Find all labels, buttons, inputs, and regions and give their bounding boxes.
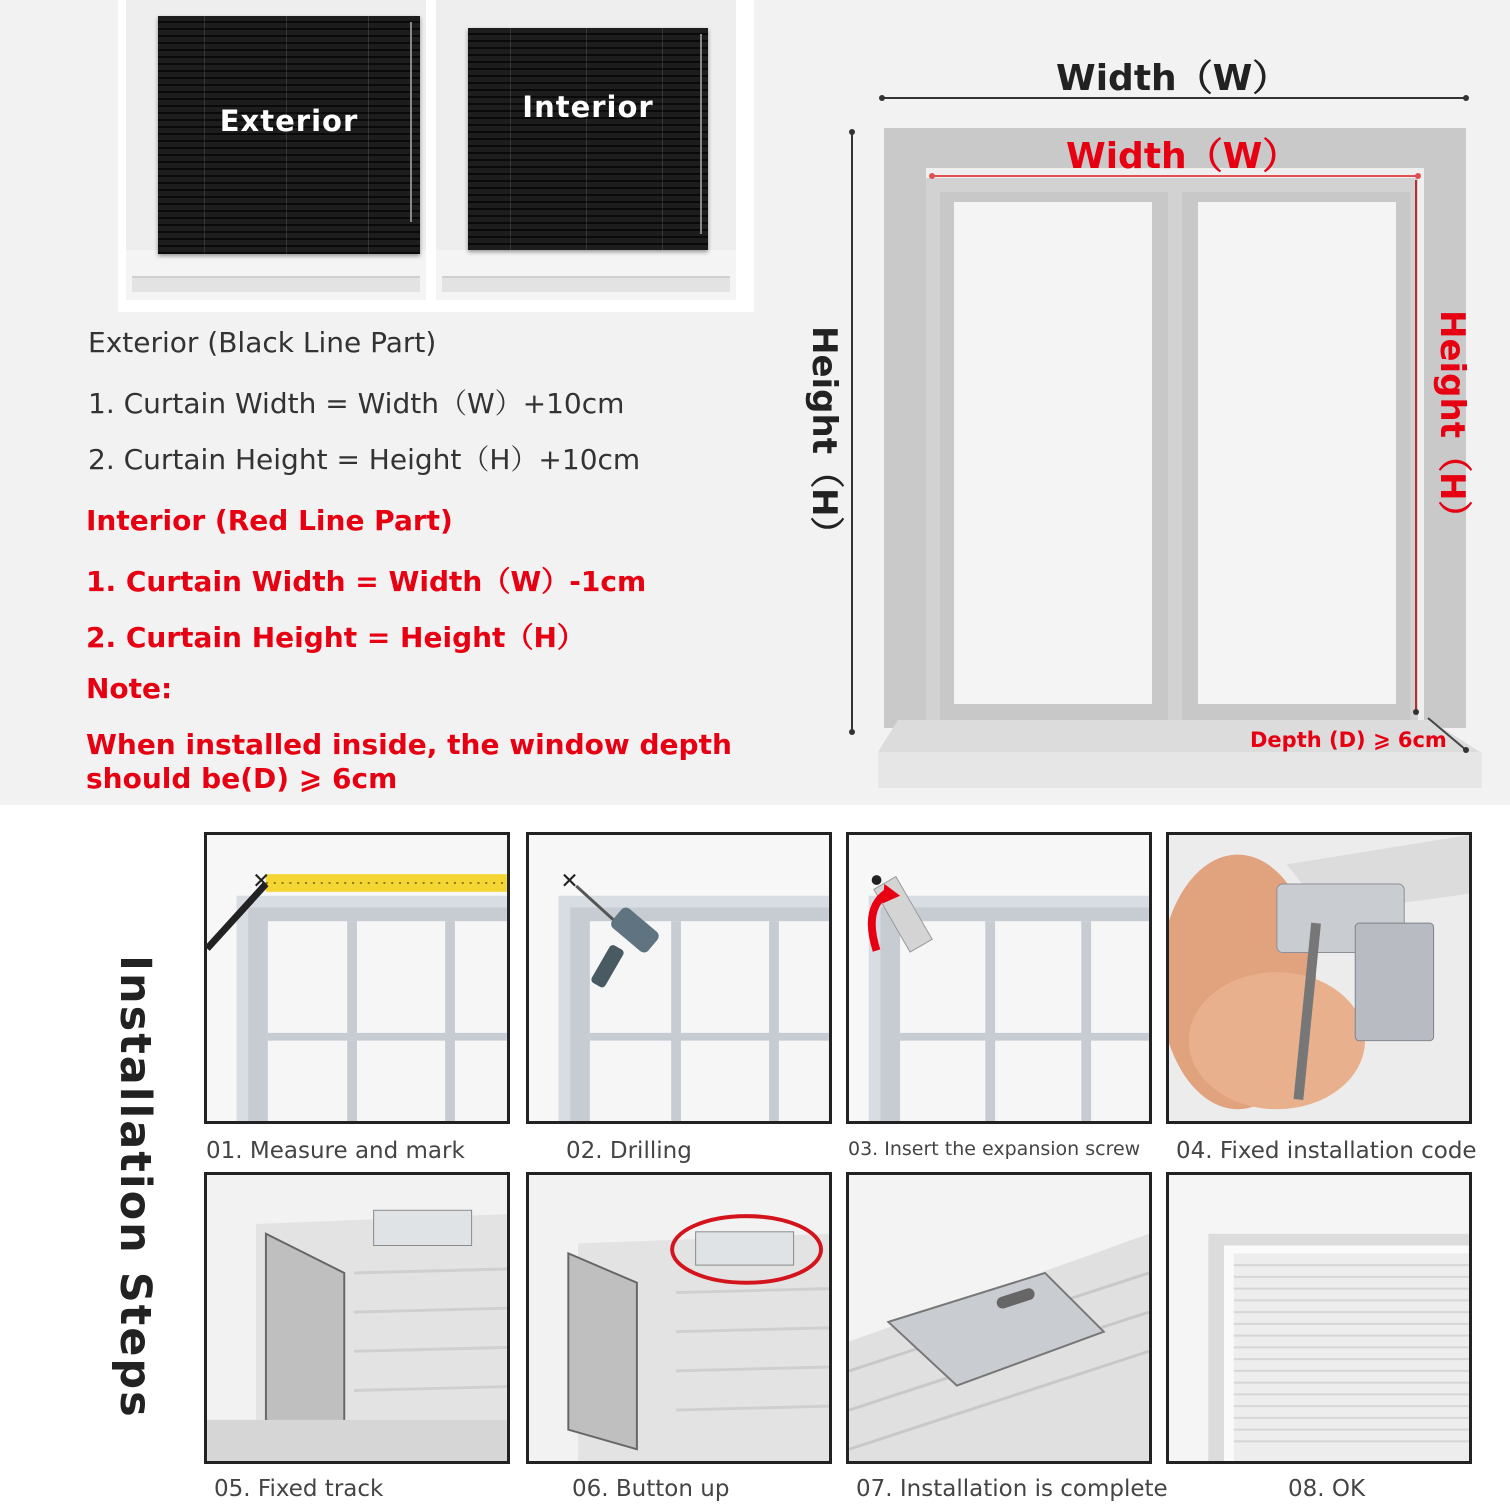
- blind-photos: [118, 0, 754, 312]
- exterior-heading: Exterior (Black Line Part): [88, 326, 437, 359]
- installation-steps-title: Installation Steps: [110, 955, 160, 1419]
- interior-heading: Interior (Red Line Part): [86, 504, 453, 537]
- button-up-illustration: [529, 1175, 829, 1461]
- interior-width-rule: 1. Curtain Width = Width（W）-1cm: [86, 565, 647, 598]
- svg-text:✕: ✕: [252, 868, 271, 894]
- interior-height-rule: 2. Curtain Height = Height（H）: [86, 621, 585, 654]
- step-2-caption: 02. Drilling: [566, 1138, 692, 1164]
- step-5-caption: 05. Fixed track: [214, 1476, 384, 1502]
- step-6-image: [526, 1172, 832, 1464]
- interior-blind: [468, 28, 708, 250]
- inner-height-label: Height（H）: [1432, 310, 1472, 535]
- step-3-image: [846, 832, 1152, 1124]
- note-label: Note:: [86, 672, 173, 705]
- slat-divider: [586, 28, 587, 250]
- outer-height-label: Height（H）: [804, 326, 844, 551]
- step-8-caption: 08. OK: [1288, 1476, 1366, 1502]
- step-4-caption: 04. Fixed installation code: [1176, 1138, 1477, 1164]
- note-line-2: should be(D) ⩾ 6cm: [86, 762, 398, 795]
- wall: [436, 250, 736, 300]
- track-illustration: [207, 1175, 507, 1461]
- wall: [126, 250, 426, 300]
- step-6-caption: 06. Button up: [572, 1476, 730, 1502]
- step-1-image: [204, 832, 510, 1124]
- exterior-width-rule: 1. Curtain Width = Width（W）+10cm: [88, 387, 625, 420]
- inner-width-label: Width（W）: [1066, 136, 1299, 177]
- step-2-image: [526, 832, 832, 1124]
- step-4-image: [1166, 832, 1472, 1124]
- slat-divider: [510, 28, 511, 250]
- step-7-image: [846, 1172, 1152, 1464]
- finished-blind-illustration: [1169, 1175, 1469, 1461]
- step-5-image: [204, 1172, 510, 1464]
- step-3-caption: 03. Insert the expansion screw: [848, 1138, 1141, 1160]
- note-line-1: When installed inside, the window depth: [86, 728, 732, 761]
- complete-illustration: [849, 1175, 1149, 1461]
- depth-label: Depth (D) ⩾ 6cm: [1250, 728, 1447, 752]
- pull-cord: [700, 34, 702, 234]
- step-1-caption: 01. Measure and mark: [206, 1138, 465, 1164]
- drill-illustration: [529, 835, 829, 1121]
- interior-label: Interior: [522, 90, 654, 124]
- screw-illustration: [849, 835, 1149, 1121]
- exterior-height-rule: 2. Curtain Height = Height（H）+10cm: [88, 443, 641, 476]
- measure-illustration: [207, 835, 507, 1121]
- interior-photo: [436, 0, 736, 300]
- step-7-caption: 07. Installation is complete: [856, 1476, 1168, 1502]
- exterior-label: Exterior: [219, 104, 359, 138]
- slat-divider: [662, 28, 663, 250]
- bracket-hand-illustration: [1169, 835, 1469, 1121]
- window-sill: [442, 276, 730, 292]
- step-8-image: [1166, 1172, 1472, 1464]
- exterior-blind: [158, 16, 420, 254]
- exterior-photo: [126, 0, 426, 300]
- window-sill: [132, 276, 420, 292]
- svg-text:✕: ✕: [560, 868, 579, 894]
- outer-width-label: Width（W）: [1056, 58, 1289, 99]
